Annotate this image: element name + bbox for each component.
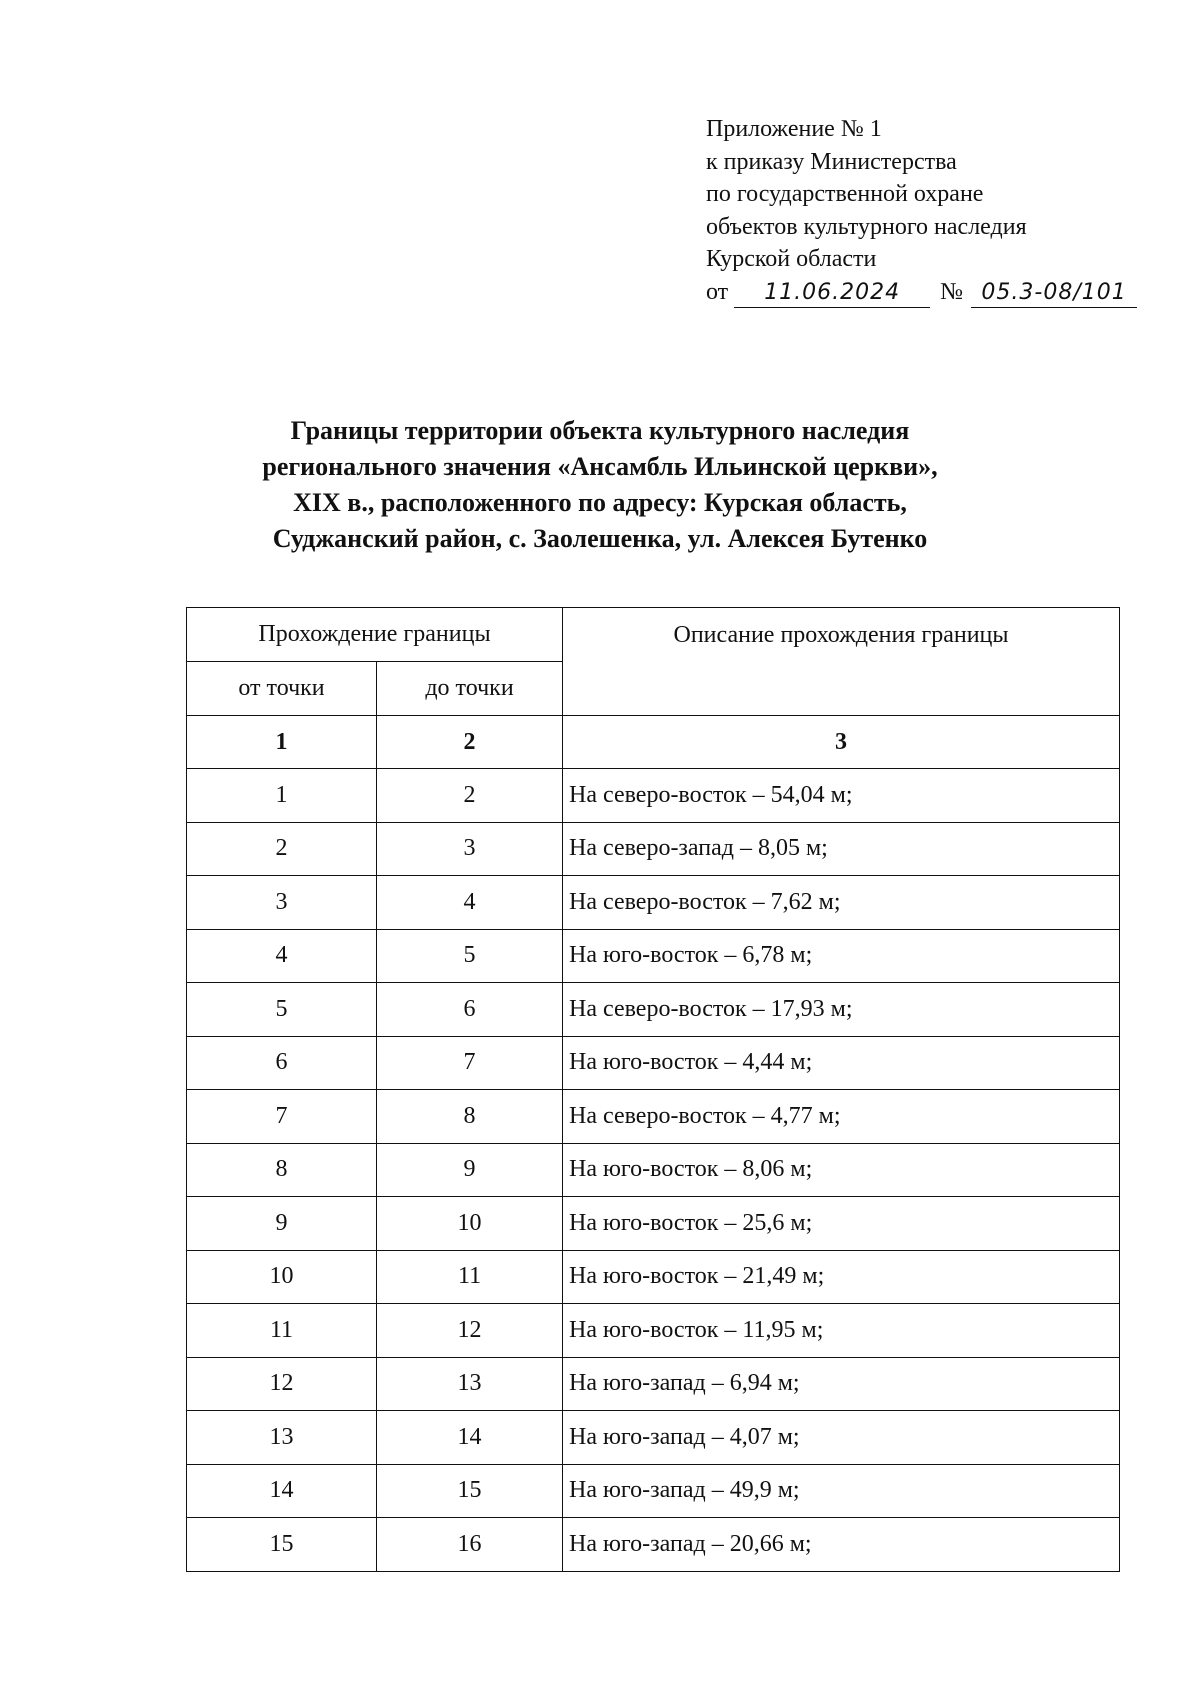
- header-to-point: до точки: [377, 662, 563, 716]
- cell-description: На юго-запад – 4,07 м;: [563, 1411, 1120, 1465]
- table-row: [187, 1357, 1120, 1411]
- cell-description: На северо-восток – 17,93 м;: [563, 983, 1120, 1037]
- cell-description: На юго-восток – 8,06 м;: [563, 1143, 1120, 1197]
- cell-from-point: 1: [187, 769, 377, 823]
- cell-from-point: 14: [187, 1464, 377, 1518]
- appendix-line: к приказу Министерства: [706, 148, 957, 175]
- cell-to-point: 6: [377, 983, 563, 1037]
- cell-from-point: 6: [187, 1036, 377, 1090]
- table-row: [187, 1090, 1120, 1144]
- cell-from-point: 12: [187, 1357, 377, 1411]
- cell-to-point: 7: [377, 1036, 563, 1090]
- header-description: Описание прохождения границы: [563, 608, 1120, 716]
- column-number: 1: [187, 716, 377, 769]
- table-row: [187, 929, 1120, 983]
- title-line: Границы территории объекта культурного наследия: [290, 416, 910, 445]
- table-row: [187, 1250, 1120, 1304]
- cell-description: На северо-восток – 54,04 м;: [563, 769, 1120, 823]
- cell-to-point: 2: [377, 769, 563, 823]
- table-row: [187, 983, 1120, 1037]
- cell-description: На северо-восток – 4,77 м;: [563, 1090, 1120, 1144]
- header-boundary-passage: Прохождение границы: [187, 608, 563, 662]
- cell-from-point: 13: [187, 1411, 377, 1465]
- table-row: [187, 1036, 1120, 1090]
- cell-from-point: 4: [187, 929, 377, 983]
- table-row: [187, 1304, 1120, 1358]
- order-reference-line: [706, 276, 1137, 309]
- cell-description: На юго-запад – 20,66 м;: [563, 1518, 1120, 1572]
- cell-from-point: 5: [187, 983, 377, 1037]
- column-number: 3: [563, 716, 1120, 769]
- cell-to-point: 16: [377, 1518, 563, 1572]
- table-row: [187, 1197, 1120, 1251]
- title-line: Суджанский район, с. Заолешенка, ул. Алексея Бутенко: [272, 524, 928, 553]
- appendix-header: [706, 113, 1137, 308]
- column-number: 2: [377, 716, 563, 769]
- cell-to-point: 11: [377, 1250, 563, 1304]
- date-prefix: от: [706, 278, 729, 305]
- cell-description: На юго-запад – 6,94 м;: [563, 1357, 1120, 1411]
- table-row: [187, 769, 1120, 823]
- cell-to-point: 15: [377, 1464, 563, 1518]
- cell-description: На юго-восток – 25,6 м;: [563, 1197, 1120, 1251]
- table-row: [187, 876, 1120, 930]
- cell-from-point: 9: [187, 1197, 377, 1251]
- cell-description: На северо-восток – 7,62 м;: [563, 876, 1120, 930]
- header-from-point: от точки: [187, 662, 377, 716]
- cell-from-point: 8: [187, 1143, 377, 1197]
- cell-description: На юго-запад – 49,9 м;: [563, 1464, 1120, 1518]
- cell-to-point: 10: [377, 1197, 563, 1251]
- cell-description: На северо-запад – 8,05 м;: [563, 822, 1120, 876]
- cell-to-point: 4: [377, 876, 563, 930]
- table-row: [187, 1411, 1120, 1465]
- appendix-line: объектов культурного наследия: [706, 213, 1027, 240]
- cell-from-point: 11: [187, 1304, 377, 1358]
- cell-from-point: 15: [187, 1518, 377, 1572]
- appendix-line: Курской области: [706, 246, 877, 272]
- cell-from-point: 10: [187, 1250, 377, 1304]
- title-line: регионального значения «Ансамбль Ильинской церкви»,: [262, 452, 938, 481]
- table-row: [187, 1143, 1120, 1197]
- boundary-table: [186, 607, 1120, 1572]
- order-number: 05.3-08/101: [971, 279, 1137, 308]
- table-row: [187, 1464, 1120, 1518]
- cell-description: На юго-восток – 4,44 м;: [563, 1036, 1120, 1090]
- cell-to-point: 8: [377, 1090, 563, 1144]
- cell-to-point: 12: [377, 1304, 563, 1358]
- cell-to-point: 14: [377, 1411, 563, 1465]
- cell-to-point: 9: [377, 1143, 563, 1197]
- document-title: [180, 413, 1020, 557]
- cell-from-point: 7: [187, 1090, 377, 1144]
- order-date: 11.06.2024: [734, 279, 930, 308]
- appendix-line: Приложение № 1: [706, 116, 882, 142]
- table-header: [187, 608, 1120, 769]
- cell-to-point: 3: [377, 822, 563, 876]
- table-row: [187, 822, 1120, 876]
- appendix-line: по государственной охране: [706, 181, 984, 207]
- table-row: [187, 1518, 1120, 1572]
- cell-from-point: 3: [187, 876, 377, 930]
- cell-from-point: 2: [187, 822, 377, 876]
- cell-to-point: 5: [377, 929, 563, 983]
- cell-to-point: 13: [377, 1357, 563, 1411]
- number-prefix: №: [940, 278, 964, 305]
- title-line: XIX в., расположенного по адресу: Курская область,: [293, 488, 907, 517]
- cell-description: На юго-восток – 21,49 м;: [563, 1250, 1120, 1304]
- cell-description: На юго-восток – 11,95 м;: [563, 1304, 1120, 1358]
- cell-description: На юго-восток – 6,78 м;: [563, 929, 1120, 983]
